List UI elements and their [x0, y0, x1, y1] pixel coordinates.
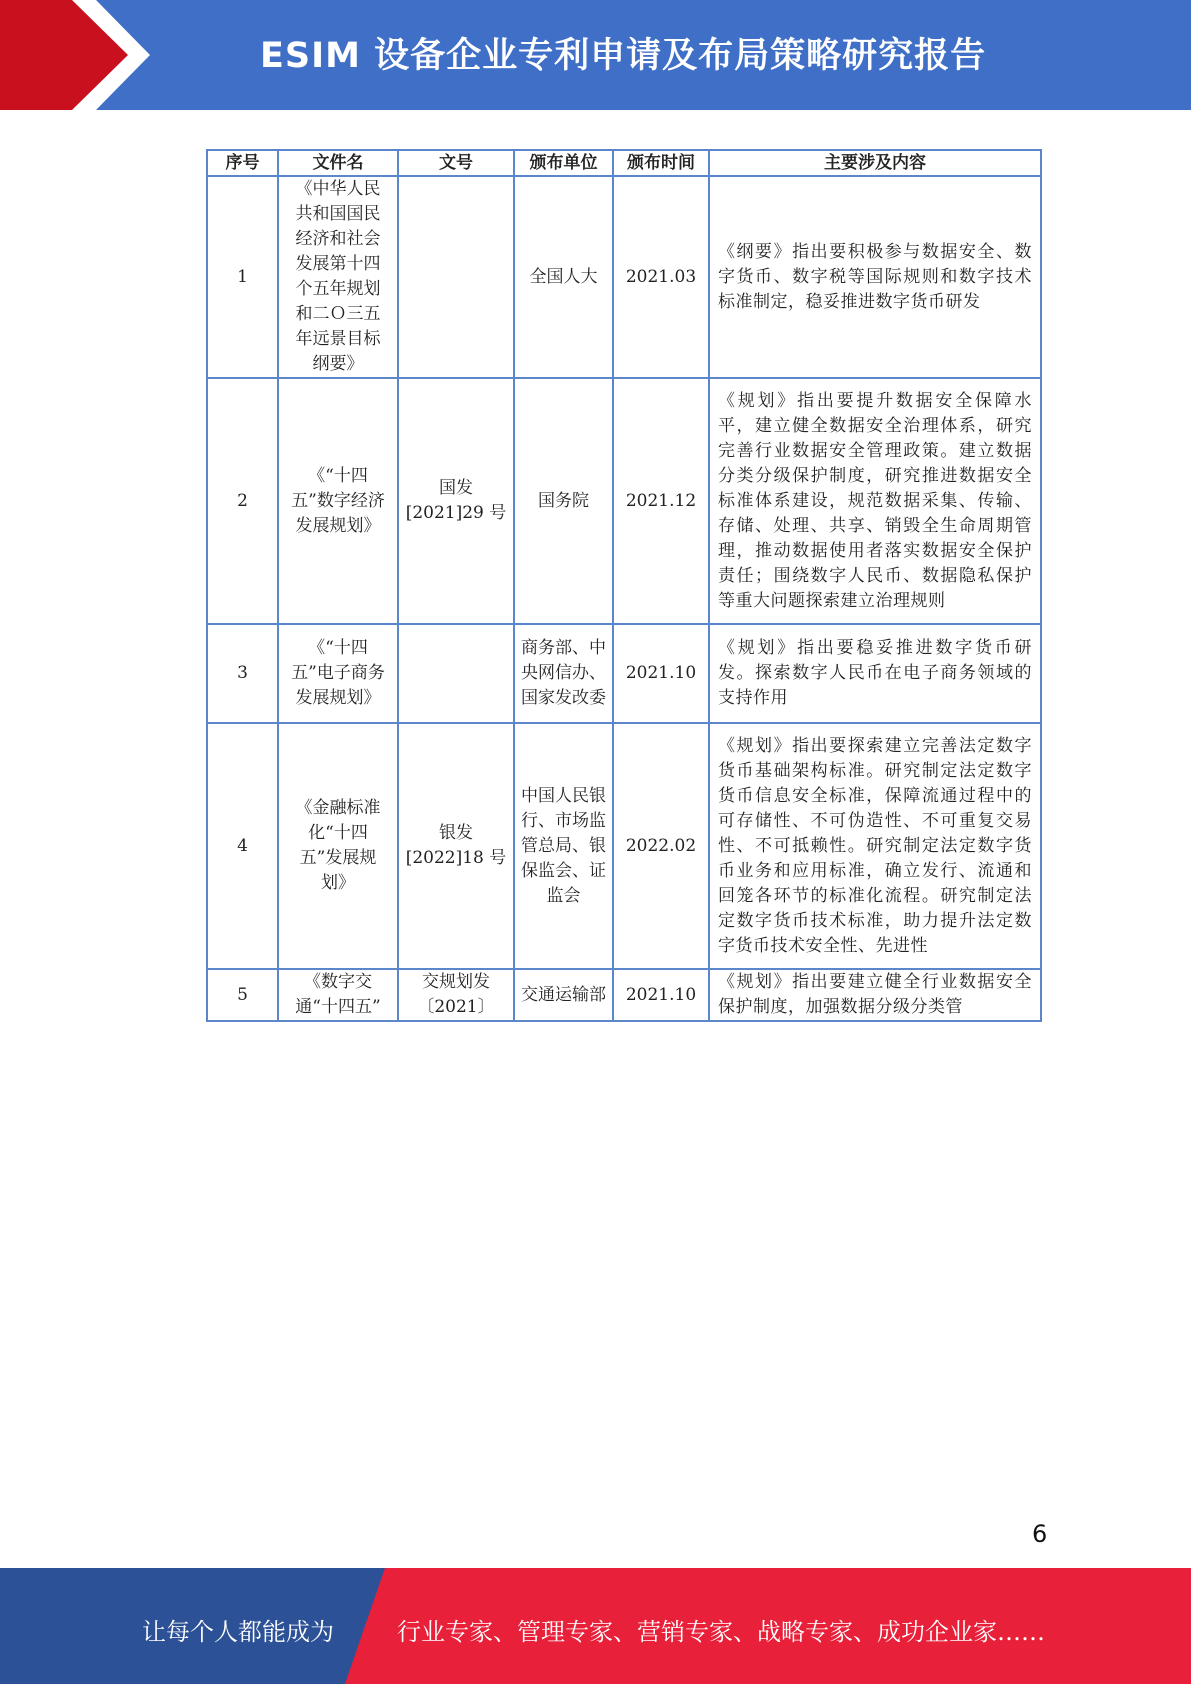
header-bar [0, 0, 1191, 110]
header-cell-content: 主要涉及内容 [709, 150, 1041, 176]
cell-content: 《纲要》指出要积极参与数据安全、数字货币、数字税等国际规则和数字技术标准制定，稳妥推进数字货币研发 [709, 176, 1041, 378]
cell-no: 2 [207, 378, 278, 624]
cell-date: 2021.10 [613, 624, 709, 723]
cell-issuer: 中国人民银行、市场监管总局、银保监会、证监会 [514, 723, 613, 969]
cell-name: 《金融标准化“十四五”发展规划》 [278, 723, 398, 969]
cell-name: 《“十四五”电子商务发展规划》 [278, 624, 398, 723]
cell-doc-no [398, 176, 514, 378]
table-row [207, 378, 1041, 624]
cell-date: 2021.12 [613, 378, 709, 624]
cell-name: 《“十四五”数字经济发展规划》 [278, 378, 398, 624]
cell-no: 1 [207, 176, 278, 378]
table-row [207, 969, 1041, 1021]
cell-content: 《规划》指出要稳妥推进数字货币研发。探索数字人民币在电子商务领域的支持作用 [709, 624, 1041, 723]
header-cell-doc-no: 文号 [398, 150, 514, 176]
cell-doc-no: 国发[2021]29 号 [398, 378, 514, 624]
policy-table [206, 149, 1042, 1022]
cell-name: 《中华人民共和国国民经济和社会发展第十四个五年规划和二Ｏ三五年远景目标纲要》 [278, 176, 398, 378]
cell-no: 5 [207, 969, 278, 1021]
cell-issuer: 全国人大 [514, 176, 613, 378]
header-cell-name: 文件名 [278, 150, 398, 176]
cell-content: 《规划》指出要提升数据安全保障水平，建立健全数据安全治理体系，研究完善行业数据安全管理政策。建立数据分类分级保护制度，研究推进数据安全标准体系建设，规范数据采集、传输、存储、处理、共享、销毁全生命周期管理，推动数据使用者落实数据安全保护责任；围绕数字人民币、数据隐私保护等重大问题探索建立治理规则 [709, 378, 1041, 624]
cell-doc-no: 银发[2022]18 号 [398, 723, 514, 969]
cell-issuer: 商务部、中央网信办、国家发改委 [514, 624, 613, 723]
cell-date: 2021.03 [613, 176, 709, 378]
cell-content: 《规划》指出要探索建立完善法定数字货币基础架构标准。研究制定法定数字货币信息安全标准，保障流通过程中的可存储性、不可伪造性、不可重复交易性、不可抵赖性。研究制定法定数字货币业务和应用标准，确立发行、流通和回笼各环节的标准化流程。研究制定法定数字货币技术标准，助力提升法定数字货币技术安全性、先进性 [709, 723, 1041, 969]
cell-issuer: 交通运输部 [514, 969, 613, 1021]
cell-no: 3 [207, 624, 278, 723]
table-row [207, 723, 1041, 969]
cell-date: 2022.02 [613, 723, 709, 969]
cell-no: 4 [207, 723, 278, 969]
footer-slogan-left: 让每个人都能成为 [142, 1618, 334, 1646]
cell-doc-no: 交规划发〔2021〕 [398, 969, 514, 1021]
page-number: 6 [1032, 1520, 1048, 1548]
cell-name: 《数字交通“十四五” [278, 969, 398, 1021]
policy-table-container [206, 149, 1040, 1022]
header-arrow-decoration [0, 0, 160, 110]
table-header-row [207, 150, 1041, 176]
header-cell-issuer: 颁布单位 [514, 150, 613, 176]
table-row [207, 176, 1041, 378]
cell-date: 2021.10 [613, 969, 709, 1021]
cell-doc-no [398, 624, 514, 723]
header-cell-date: 颁布时间 [613, 150, 709, 176]
header-cell-no: 序号 [207, 150, 278, 176]
cell-issuer: 国务院 [514, 378, 613, 624]
report-title: ESIM 设备企业专利申请及布局策略研究报告 [260, 36, 987, 76]
footer-slogan-right: 行业专家、管理专家、营销专家、战略专家、成功企业家…… [397, 1618, 1045, 1646]
cell-content: 《规划》指出要建立健全行业数据安全保护制度，加强数据分级分类管 [709, 969, 1041, 1021]
table-row [207, 624, 1041, 723]
